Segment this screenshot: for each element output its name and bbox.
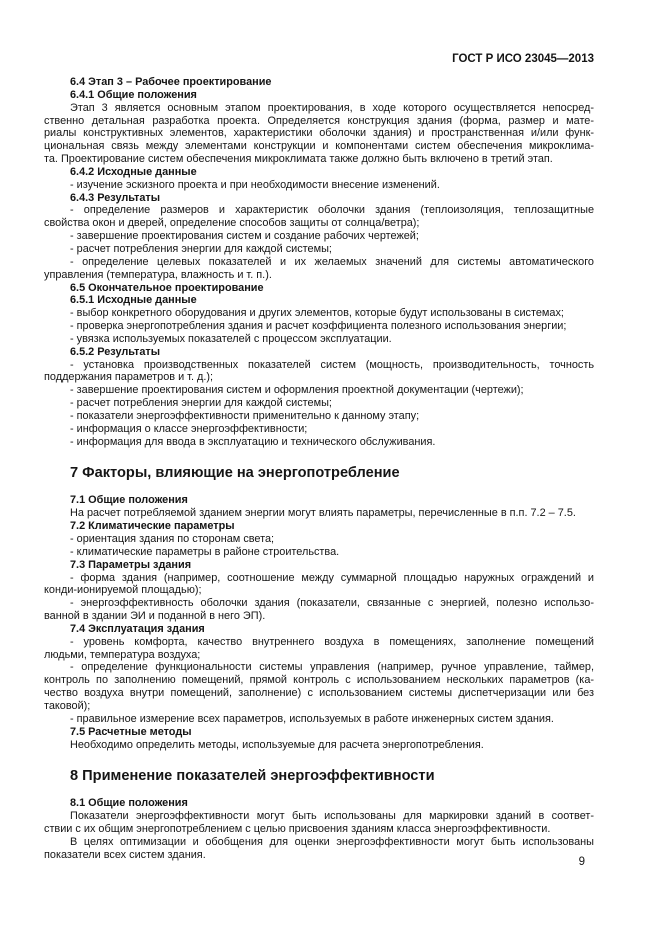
text-line: 6.5 Окончательное проектирование [70, 281, 264, 294]
text-line: - информация для ввода в эксплуатацию и технического обслуживания. [70, 435, 436, 448]
document-header: ГОСТ Р ИСО 23045—2013 [452, 53, 594, 65]
document-body [44, 76, 594, 862]
text-line: 6.4.2 Исходные данные [70, 165, 197, 178]
section-heading: 8 Применение показателей энергоэффективности [70, 768, 435, 785]
text-line: 6.5.1 Исходные данные [70, 294, 197, 307]
text-line: - выбор конкретного оборудования и других элементов, которые будут использованы в системах; [70, 307, 564, 320]
text-line: Показатели энергоэффективности могут быть использованы для маркировки зданий в соответ- [70, 810, 594, 823]
page-number: 9 [578, 856, 585, 868]
text-line: поддержания параметров и т. д.); [44, 371, 214, 384]
text-line: конди-ионируемой площадью); [44, 584, 202, 597]
text-line: свойства окон и дверей, определение способов защиты от солнца/ветра); [44, 217, 420, 230]
section-heading: 7 Факторы, влияющие на энергопотребление [70, 465, 400, 482]
text-line: - правильное измерение всех параметров, используемых в работе инженерных систем здания. [70, 712, 554, 725]
text-line: - уровень комфорта, качество внутреннего воздуха в помещениях, заполнение помещений [70, 635, 594, 648]
text-line: - расчет потребления энергии для каждой системы; [70, 242, 332, 255]
text-line: - форма здания (например, соотношение между суммарной площадью наружных ограждений и [70, 571, 594, 584]
text-line: В целях оптимизации и обобщения для оценки энергоэффективности могут быть использованы [70, 835, 594, 848]
text-line: 7.5 Расчетные методы [70, 725, 192, 738]
text-line: - увязка используемых показателей с процессом эксплуатации. [70, 332, 392, 345]
text-line: - изучение эскизного проекта и при необходимости внесение изменений. [70, 178, 440, 191]
text-line: 6.4.1 Общие положения [70, 88, 197, 101]
text-line: - информация о классе энергоэффективности; [70, 422, 308, 435]
text-line: управления (температура, влажность и т. п.). [44, 268, 272, 281]
text-line: людьми, температура воздуха; [44, 648, 201, 661]
text-line: циональная связь между элементами конструкции и компонентами систем обеспечения микроклима- [44, 140, 594, 153]
text-line: - показатели энергоэффективности применительно к данному этапу; [70, 409, 420, 422]
text-line: 7.4 Эксплуатация здания [70, 622, 205, 635]
text-line: - расчет потребления энергии для каждой системы; [70, 397, 332, 410]
text-line: - определение размеров и характеристик оболочки здания (теплоизоляция, теплозащитные [70, 204, 594, 217]
text-line: - завершение проектирования систем и создание рабочих чертежей; [70, 230, 419, 243]
text-line: - установка производственных показателей систем (мощность, производительность, точность [70, 358, 594, 371]
text-line: - определение целевых показателей и их желаемых значений для системы автоматического [70, 255, 594, 268]
text-line: 7.2 Климатические параметры [70, 520, 235, 533]
text-line: - энергоэффективность оболочки здания (показатели, связанные с энергией, полезно использо- [70, 597, 594, 610]
text-line: 7.1 Общие положения [70, 494, 188, 507]
text-line: - проверка энергопотребления здания и расчет коэффициента полезного использования энергии; [70, 320, 567, 333]
text-line: контроль по заполнению помещений, прямой контроль с использованием нескольких параметров (ка- [44, 674, 594, 687]
text-line: та. Проектирование систем обеспечения микроклимата также должно быть включено в третий этап. [44, 153, 553, 166]
text-line: таковой); [44, 699, 91, 712]
text-line: Этап 3 является основным этапом проектирования, в ходе которого осуществляется непосред- [70, 101, 594, 114]
text-line: 6.5.2 Результаты [70, 345, 161, 358]
text-line: - климатические параметры в районе строительства. [70, 545, 340, 558]
text-line: 8.1 Общие положения [70, 797, 188, 810]
text-line: ванной в здании ЭИ и поданной в него ЭП). [44, 610, 266, 623]
text-line: ственно детальная разработка проекта. Определяется конструкция здания (форма, размер и мате- [44, 114, 594, 127]
text-line: чество воздуха внутри помещений, заполнение) с использованием системы диспетчеризации или без [44, 687, 594, 700]
text-line: 6.4 Этап 3 – Рабочее проектирование [70, 76, 272, 88]
text-line: 7.3 Параметры здания [70, 558, 192, 571]
text-line: ствии с их общим энергопотреблением с целью присвоения зданиям класса энергоэффективности. [44, 823, 551, 836]
text-line: На расчет потребляемой зданием энергии могут влиять параметры, перечисленные в п.п. 7.2 – 7.5. [70, 507, 576, 520]
text-line: риалы конструктивных элементов, характеристики оболочки здания) и пространственная и/или функ- [44, 127, 594, 140]
text-line: показатели всех систем здания. [44, 848, 206, 861]
text-line: - определение функциональности системы управления (например, ручное управление, таймер, [70, 661, 594, 674]
text-line: 6.4.3 Результаты [70, 191, 161, 204]
text-line: - ориентация здания по сторонам света; [70, 533, 275, 545]
text-line: Необходимо определить методы, используемые для расчета энергопотребления. [70, 738, 484, 751]
text-line: - завершение проектирования систем и оформления проектной документации (чертежи); [70, 384, 524, 397]
